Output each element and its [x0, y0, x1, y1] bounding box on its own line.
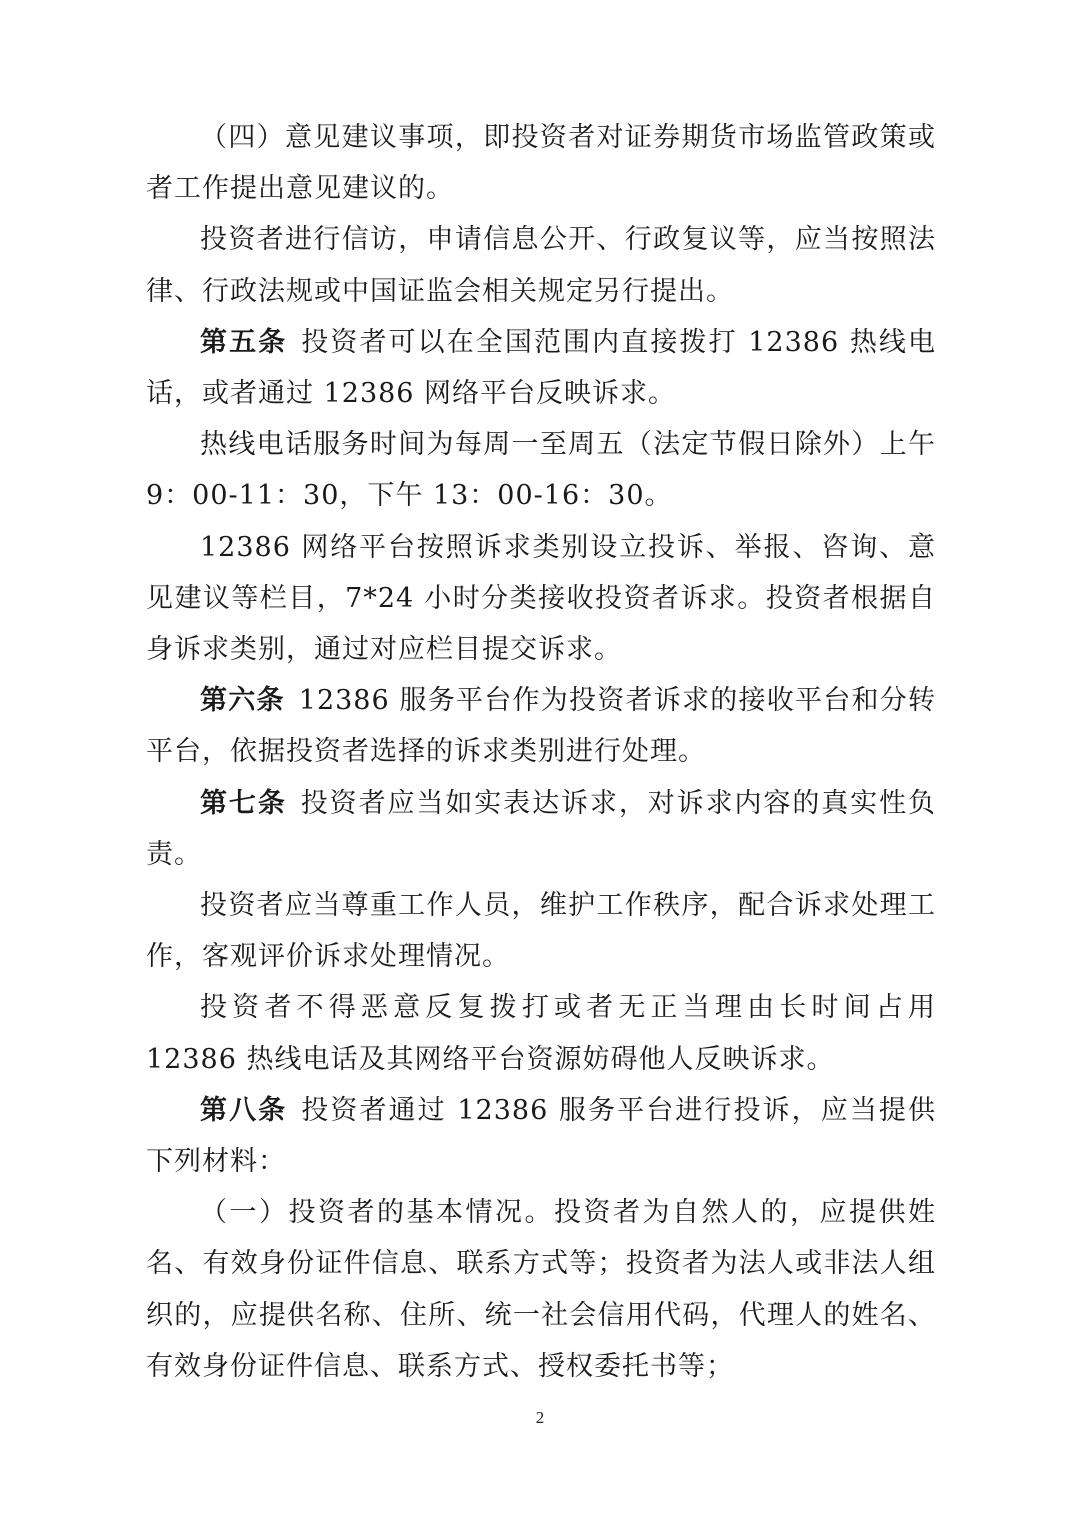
paragraph: [146, 419, 936, 521]
paragraph: [146, 1085, 936, 1187]
paragraph-text: 投资者应当尊重工作人员，维护工作秩序，配合诉求处理工作，客观评价诉求处理情况。: [146, 890, 936, 973]
paragraph: [146, 522, 936, 676]
paragraph-text: 12386 服务平台作为投资者诉求的接收平台和分转平台，依据投资者选择的诉求类别进行处理。: [146, 685, 937, 768]
paragraph-text: 投资者进行信访，申请信息公开、行政复议等，应当按照法律、行政法规或中国证监会相关规定另行提出。: [146, 224, 936, 307]
paragraph-text: 投资者通过 12386 服务平台进行投诉，应当提供下列材料：: [146, 1094, 936, 1178]
article-heading: 第八条: [200, 1094, 288, 1126]
paragraph: [146, 880, 936, 982]
paragraph-text: 投资者不得恶意反复拨打或者无正当理由长时间占用 12386 热线电话及其网络平台资源妨碍他人反映诉求。: [146, 992, 936, 1075]
article-heading: 第七条: [200, 787, 287, 819]
paragraph-text: 投资者应当如实表达诉求，对诉求内容的真实性负责。: [146, 787, 936, 870]
document-body: [146, 112, 936, 1392]
article-heading: 第五条: [200, 326, 288, 358]
page-number: 2: [535, 1408, 545, 1427]
paragraph: [146, 675, 936, 777]
paragraph: [146, 214, 936, 316]
paragraph-text: 热线电话服务时间为每周一至周五（法定节假日除外）上午 9：00-11：30，下午 13：00-16：30。: [146, 429, 936, 512]
paragraph-text: （一）投资者的基本情况。投资者为自然人的，应提供姓名、有效身份证件信息、联系方式等；投资者为法人或非法人组织的，应提供名称、住所、统一社会信用代码，代理人的姓名、有效身份证件信息、联系方式、授权委托书等；: [146, 1197, 936, 1382]
paragraph-text: 投资者可以在全国范围内直接拨打 12386 热线电话，或者通过 12386 网络平台反映诉求。: [146, 326, 936, 410]
paragraph: [146, 778, 936, 880]
paragraph-text: （四）意见建议事项，即投资者对证券期货市场监管政策或者工作提出意见建议的。: [146, 122, 936, 205]
paragraph: [146, 982, 936, 1084]
paragraph: [146, 1187, 936, 1392]
article-heading: 第六条: [200, 685, 285, 717]
paragraph: [146, 317, 936, 419]
paragraph-text: 12386 网络平台按照诉求类别设立投诉、举报、咨询、意见建议等栏目，7*24 小时分类接收投资者诉求。投资者根据自身诉求类别，通过对应栏目提交诉求。: [146, 531, 936, 666]
paragraph: [146, 112, 936, 214]
